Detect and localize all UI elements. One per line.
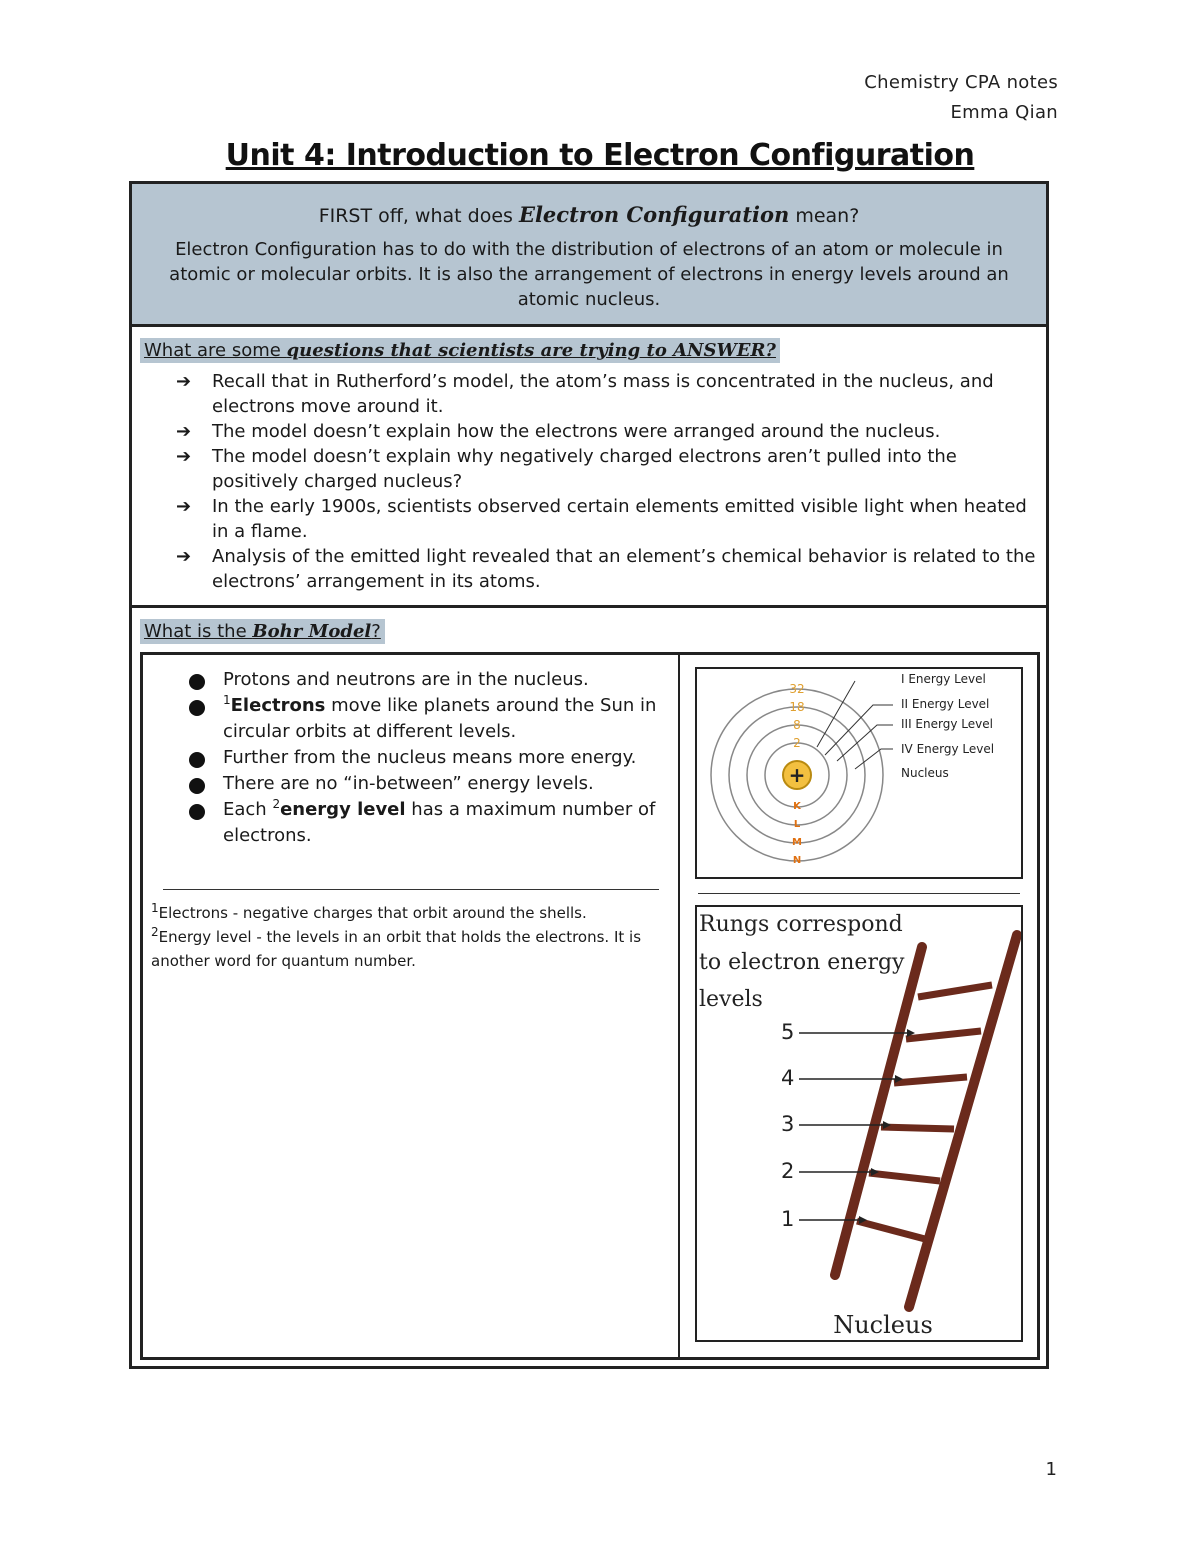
energy-ladder-svg: [697, 907, 1021, 1340]
ladder-caption-line: levels: [699, 987, 763, 1012]
footnote-ref: 1: [223, 693, 231, 707]
intro-question-prefix: FIRST off, what does: [318, 205, 519, 227]
ladder-base-label: Nucleus: [833, 1311, 933, 1339]
divider: [698, 893, 1020, 894]
bohr-point: Protons and neutrons are in the nucleus.: [223, 669, 589, 690]
footnote-1: [151, 901, 666, 925]
level-number: 1: [781, 1207, 795, 1231]
ladder-rung: [857, 1221, 925, 1239]
bohr-content-box: [140, 652, 1040, 1360]
footnote-text: Energy level - the levels in an orbit that holds the electrons. It is another word for quantum number.: [151, 928, 642, 970]
question-text: In the early 1900s, scientists observed certain elements emitted visible light when heated in a flame.: [212, 496, 1027, 542]
questions-list: [172, 369, 1042, 594]
list-item: [172, 419, 1042, 444]
page-title: Unit 4: Introduction to Electron Configuration: [225, 138, 975, 173]
list-item: [183, 667, 663, 693]
energy-level-label: III Energy Level: [901, 717, 993, 731]
energy-level-label: II Energy Level: [901, 697, 990, 711]
divider: [163, 889, 659, 890]
footnotes: [151, 901, 666, 973]
question-text: Recall that in Rutherford’s model, the atom’s mass is concentrated in the nucleus, and electrons move around it.: [212, 371, 994, 417]
footnote-2: [151, 925, 666, 973]
questions-heading-prefix: What are some: [144, 340, 287, 361]
question-text: The model doesn’t explain why negatively charged electrons aren’t pulled into the positively charged nucleus?: [212, 446, 957, 492]
energy-level-label: IV Energy Level: [901, 742, 995, 756]
arrow-bullet-icon: ➔: [176, 421, 192, 442]
question-text: Analysis of the emitted light revealed that an element’s chemical behavior is related to the electrons’ arrangement in its atoms.: [212, 546, 1036, 592]
list-item: [183, 745, 663, 771]
label-leader: [837, 725, 893, 761]
level-number: 3: [781, 1112, 795, 1136]
bohr-section: [132, 608, 1046, 1366]
nucleus-label: Nucleus: [901, 766, 949, 780]
capacity-label: 32: [789, 682, 805, 696]
footnote-mark: 1: [151, 901, 159, 915]
capacity-label: 18: [789, 700, 805, 714]
energy-level-label: I Energy Level: [901, 672, 986, 686]
ladder-rung: [918, 985, 992, 997]
intro-question: [132, 202, 1046, 227]
ladder-rung: [869, 1173, 940, 1181]
level-number: 5: [781, 1020, 795, 1044]
bohr-heading-suffix: ?: [371, 621, 381, 642]
ladder-caption-line: Rungs correspond: [699, 912, 903, 937]
page-number: 1: [1045, 1459, 1057, 1480]
bullet-dot-icon: [189, 804, 205, 820]
list-item: [183, 797, 663, 849]
list-item: [172, 444, 1042, 494]
term-electrons: Electrons: [230, 695, 326, 716]
bullet-dot-icon: [189, 700, 205, 716]
notes-table: [129, 181, 1049, 1369]
list-item: [172, 369, 1042, 419]
question-text: The model doesn’t explain how the electrons were arranged around the nucleus.: [212, 421, 941, 442]
bohr-model-diagram: [695, 667, 1023, 879]
bullet-dot-icon: [189, 778, 205, 794]
list-item: [172, 494, 1042, 544]
bohr-point-pre: Each: [223, 799, 273, 820]
bohr-point: move like planets around the Sun in circular orbits at different levels.: [223, 695, 657, 742]
bohr-heading-em: Bohr Model: [252, 621, 372, 642]
shell-letter: L: [793, 819, 801, 830]
footnote-mark: 2: [151, 925, 159, 939]
intro-question-suffix: mean?: [789, 205, 860, 227]
term-energy-level: energy level: [280, 799, 406, 820]
intro-definition: Electron Configuration has to do with the distribution of electrons of an atom or molecule in atomic or molecular orbits. It is also the arrangement of electrons in energy levels around an atomic nucleus.: [169, 239, 1009, 310]
author-name: Emma Qian: [950, 102, 1058, 123]
questions-heading-em: questions that scientists are trying to ANSWER?: [286, 340, 776, 361]
bullet-dot-icon: [189, 674, 205, 690]
nucleus-symbol: +: [788, 763, 806, 787]
intro-section: [132, 184, 1046, 327]
ladder-rung: [894, 1077, 967, 1083]
shell-letter: M: [792, 837, 802, 848]
shell-letter: K: [793, 801, 801, 812]
level-number: 2: [781, 1159, 795, 1183]
arrow-bullet-icon: ➔: [176, 496, 192, 517]
bohr-text-column: [143, 655, 680, 1357]
course-name: Chemistry CPA notes: [864, 72, 1058, 93]
list-item: [183, 693, 663, 745]
label-leader: [817, 681, 855, 747]
bohr-list: [183, 667, 663, 849]
energy-ladder-diagram: [695, 905, 1023, 1342]
intro-question-term: Electron Configuration: [518, 202, 790, 227]
bohr-point: Further from the nucleus means more energy.: [223, 747, 637, 768]
arrow-bullet-icon: ➔: [176, 546, 192, 567]
questions-section: [132, 327, 1046, 608]
capacity-label: 8: [793, 718, 801, 732]
level-number: 4: [781, 1066, 795, 1090]
questions-heading: [140, 338, 780, 363]
bohr-heading: [140, 619, 385, 644]
ladder-caption-line: to electron energy: [699, 950, 905, 975]
footnote-ref: 2: [272, 797, 281, 811]
bohr-point: There are no “in-between” energy levels.: [223, 773, 594, 794]
bullet-dot-icon: [189, 752, 205, 768]
bohr-heading-prefix: What is the: [144, 621, 253, 642]
list-item: [183, 771, 663, 797]
shell-letter: N: [792, 855, 802, 866]
arrow-bullet-icon: ➔: [176, 371, 192, 392]
capacity-label: 2: [793, 736, 801, 750]
arrow-bullet-icon: ➔: [176, 446, 192, 467]
bohr-model-svg: [697, 669, 1021, 877]
list-item: [172, 544, 1042, 594]
footnote-text: Electrons - negative charges that orbit around the shells.: [158, 904, 587, 922]
bohr-point: has a maximum number of electrons.: [223, 799, 656, 846]
ladder-rung: [881, 1127, 954, 1129]
ladder-rung: [906, 1031, 981, 1039]
